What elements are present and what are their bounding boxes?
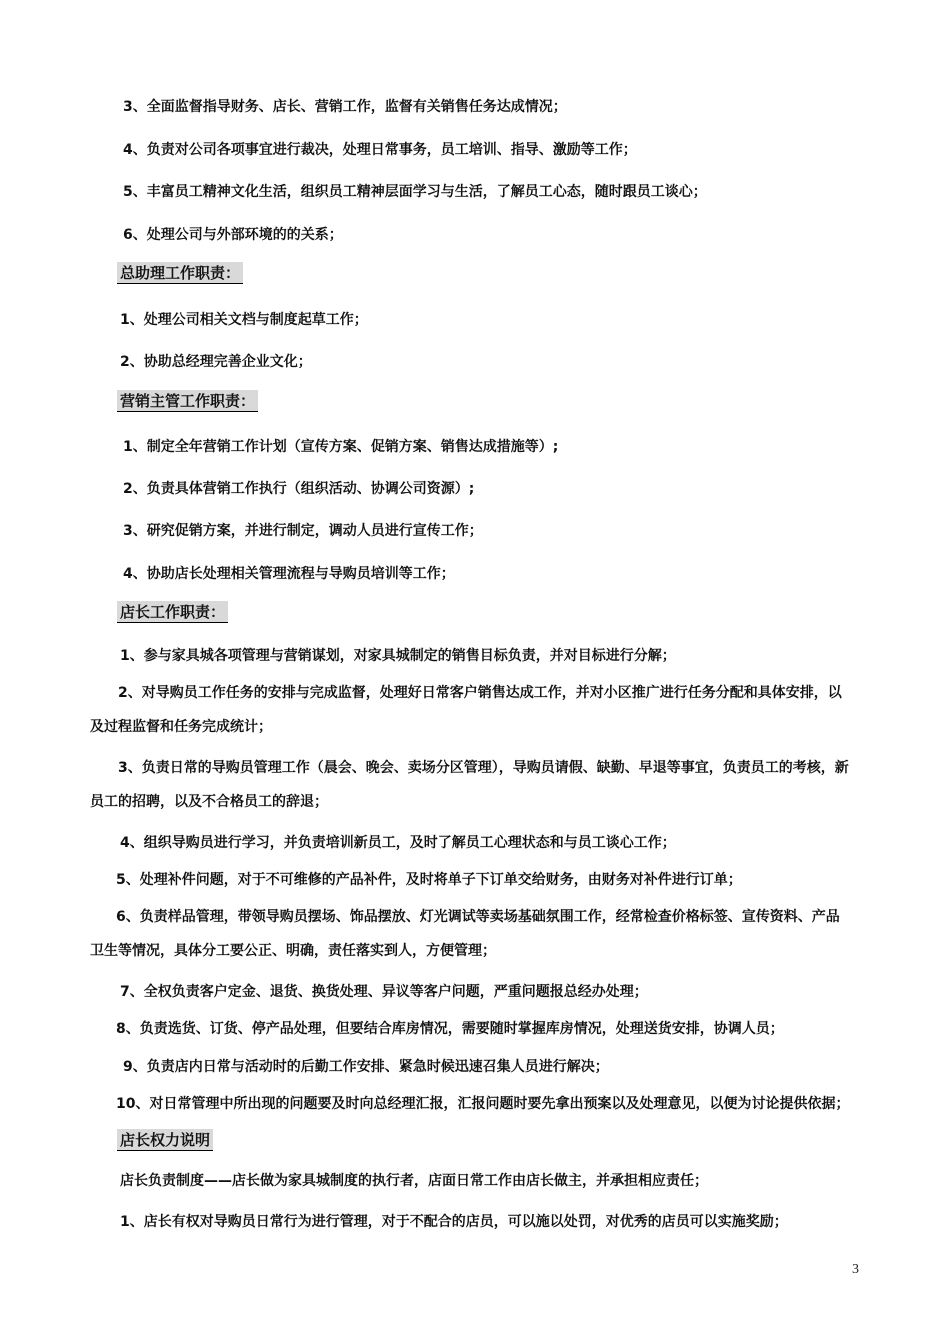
- marketing-duty-2: 2、负责具体营销工作执行（组织活动、协调公司资源）;: [123, 481, 475, 497]
- manager-duty-7: 7、全权负责客户定金、退货、换货处理、异议等客户问题，严重问题报总经办处理；: [120, 984, 648, 1000]
- manager-duty-2-cont: 及过程监督和任务完成统计；: [90, 719, 272, 735]
- gm-duty-4: 4、负责对公司各项事宜进行裁决，处理日常事务，员工培训、指导、激励等工作；: [123, 142, 637, 158]
- manager-heading: 店长工作职责：: [117, 601, 228, 623]
- manager-duty-3-cont: 员工的招聘，以及不合格员工的辞退；: [90, 794, 328, 810]
- manager-duty-10: 10、对日常管理中所出现的问题要及时向总经理汇报，汇报问题时要先拿出预案以及处理意见，以便为讨论提供依据；: [116, 1096, 850, 1112]
- manager-duty-3: 3、负责日常的导购员管理工作（晨会、晚会、卖场分区管理），导购员请假、缺勤、早退等事宜，负责员工的考核，新: [118, 760, 849, 776]
- marketing-duty-3: 3、研究促销方案，并进行制定，调动人员进行宣传工作；: [123, 523, 483, 539]
- gm-duty-6: 6、处理公司与外部环境的的关系；: [123, 227, 343, 243]
- manager-duty-1: 1、参与家具城各项管理与营销谋划，对家具城制定的销售目标负责，并对目标进行分解；: [120, 648, 676, 664]
- authority-heading: 店长权力说明: [117, 1129, 213, 1151]
- marketing-heading: 营销主管工作职责：: [117, 390, 258, 412]
- marketing-duty-1: 1、制定全年营销工作计划（宣传方案、促销方案、销售达成措施等）;: [123, 439, 559, 455]
- assistant-heading: 总助理工作职责：: [117, 262, 243, 284]
- manager-duty-9: 9、负责店内日常与活动时的后勤工作安排、紧急时候迅速召集人员进行解决；: [123, 1059, 609, 1075]
- gm-duty-5: 5、丰富员工精神文化生活，组织员工精神层面学习与生活，了解员工心态，随时跟员工谈心；: [123, 184, 707, 200]
- manager-duty-6: 6、负责样品管理，带领导购员摆场、饰品摆放、灯光调试等卖场基础氛围工作，经常检查价格标签、宣传资料、产品: [116, 909, 840, 925]
- manager-duty-2: 2、对导购员工作任务的安排与完成监督，处理好日常客户销售达成工作，并对小区推广进行任务分配和具体安排，以: [118, 685, 842, 701]
- assistant-duty-1: 1、处理公司相关文档与制度起草工作；: [120, 312, 368, 328]
- authority-item-1: 1、店长有权对导购员日常行为进行管理，对于不配合的店员，可以施以处罚，对优秀的店员可以实施奖励；: [120, 1214, 788, 1230]
- manager-duty-8: 8、负责选货、订货、停产品处理，但要结合库房情况，需要随时掌握库房情况，处理送货安排，协调人员；: [116, 1021, 784, 1037]
- manager-duty-5: 5、处理补件问题，对于不可维修的产品补件，及时将单子下订单交给财务，由财务对补件进行订单；: [116, 872, 742, 888]
- gm-duty-3: 3、全面监督指导财务、店长、营销工作，监督有关销售任务达成情况；: [123, 99, 567, 115]
- assistant-duty-2: 2、协助总经理完善企业文化；: [120, 354, 312, 370]
- manager-duty-6-cont: 卫生等情况，具体分工要公正、明确，责任落实到人，方便管理；: [90, 943, 496, 959]
- page-number: 3: [852, 1262, 859, 1277]
- manager-duty-4: 4、组织导购员进行学习，并负责培训新员工，及时了解员工心理状态和与员工谈心工作；: [120, 835, 676, 851]
- authority-intro: 店长负责制度——店长做为家具城制度的执行者，店面日常工作由店长做主，并承担相应责任；: [120, 1173, 708, 1189]
- marketing-duty-4: 4、协助店长处理相关管理流程与导购员培训等工作；: [123, 566, 455, 582]
